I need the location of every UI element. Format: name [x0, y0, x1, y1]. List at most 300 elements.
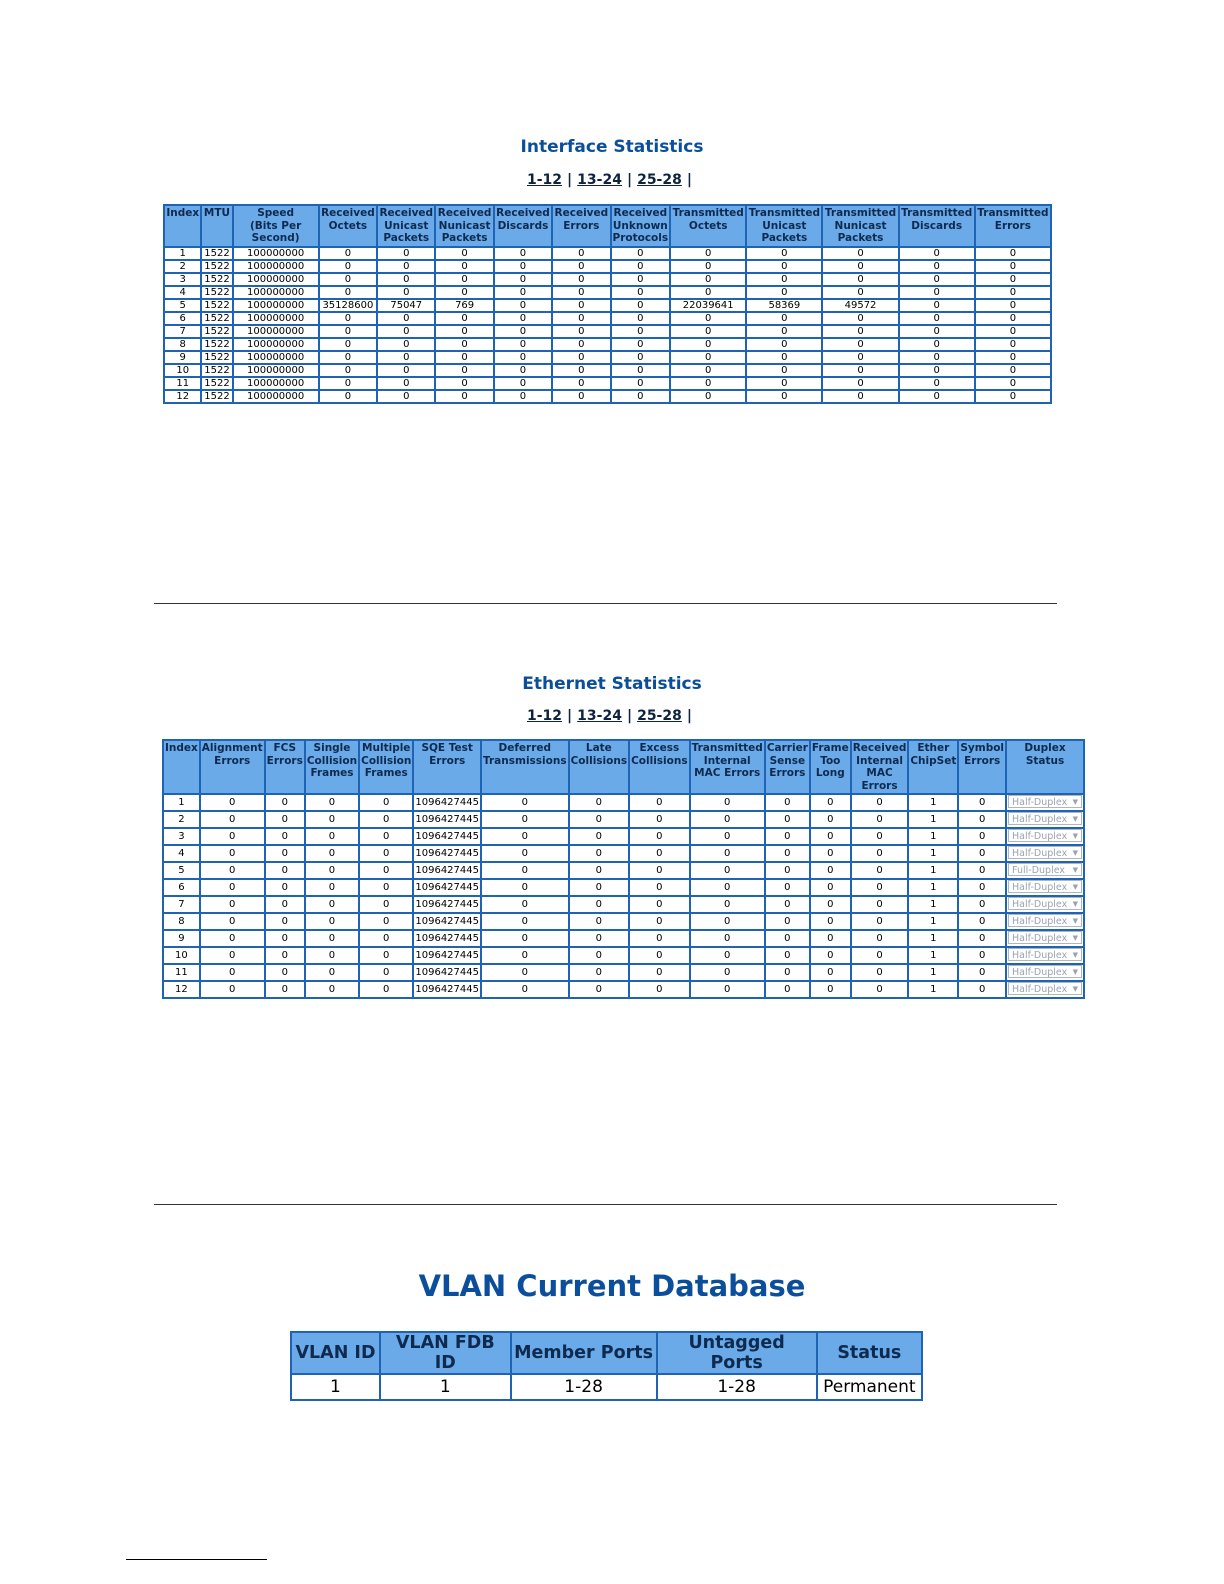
table-cell: 1 — [908, 930, 958, 947]
duplex-status-select[interactable] — [1008, 795, 1082, 808]
table-cell: 10 — [163, 947, 200, 964]
table-cell: 0 — [899, 260, 975, 273]
table-cell: 0 — [569, 964, 630, 981]
ethernet-column-header: Duplex Status — [1006, 740, 1084, 794]
table-cell: 0 — [305, 947, 359, 964]
table-cell: 2 — [163, 811, 200, 828]
interface-pager-link-1[interactable]: 1-12 — [527, 172, 563, 188]
duplex-status-select[interactable] — [1008, 948, 1082, 961]
table-cell: 1096427445 — [413, 828, 481, 845]
vlan-header-row — [291, 1332, 922, 1374]
table-cell: 0 — [319, 377, 377, 390]
interface-column-header: Speed (Bits Per Second) — [233, 205, 319, 247]
table-cell: 0 — [810, 930, 851, 947]
table-cell: 0 — [305, 811, 359, 828]
table-cell: 0 — [810, 794, 851, 811]
table-cell: 1 — [908, 879, 958, 896]
table-cell: 0 — [822, 286, 898, 299]
table-cell: 0 — [200, 879, 265, 896]
table-cell: 0 — [765, 845, 810, 862]
table-cell: 0 — [494, 364, 552, 377]
chevron-down-icon: ▼ — [1072, 934, 1079, 942]
table-cell: 0 — [481, 879, 569, 896]
table-cell: 0 — [481, 981, 569, 998]
table-cell: 1 — [164, 247, 201, 260]
table-cell: 0 — [265, 930, 305, 947]
table-cell: 0 — [765, 896, 810, 913]
interface-column-header: Received Errors — [552, 205, 610, 247]
table-cell: 0 — [746, 286, 822, 299]
table-cell: 0 — [851, 845, 909, 862]
table-cell: 1 — [908, 862, 958, 879]
table-cell: 0 — [435, 286, 493, 299]
table-cell: 0 — [435, 390, 493, 403]
duplex-status-select[interactable] — [1008, 812, 1082, 825]
table-cell: 0 — [629, 896, 690, 913]
table-cell: 0 — [851, 930, 909, 947]
ethernet-column-header: Multiple Collision Frames — [359, 740, 413, 794]
table-cell: 0 — [690, 862, 765, 879]
table-cell: 0 — [690, 896, 765, 913]
table-cell: 0 — [975, 312, 1051, 325]
table-cell: 0 — [552, 351, 610, 364]
table-cell: 1096427445 — [413, 811, 481, 828]
table-cell: 0 — [690, 811, 765, 828]
table-row — [164, 377, 1051, 390]
table-cell: 0 — [359, 896, 413, 913]
section-divider — [154, 1204, 1057, 1205]
table-cell: 75047 — [377, 299, 435, 312]
table-cell: 0 — [975, 273, 1051, 286]
interface-column-header: MTU — [201, 205, 232, 247]
table-cell: 0 — [359, 811, 413, 828]
duplex-status-select[interactable] — [1008, 880, 1082, 893]
table-cell: 0 — [265, 913, 305, 930]
table-cell: 0 — [810, 947, 851, 964]
table-cell: 0 — [611, 247, 671, 260]
table-cell: 0 — [552, 338, 610, 351]
duplex-status-value: Half-Duplex — [1012, 916, 1068, 927]
table-cell: 0 — [359, 964, 413, 981]
table-cell: 100000000 — [233, 286, 319, 299]
table-cell: 0 — [958, 828, 1006, 845]
table-cell: 0 — [200, 811, 265, 828]
table-cell: 0 — [200, 828, 265, 845]
table-cell: Permanent — [817, 1374, 922, 1400]
table-cell: 0 — [359, 879, 413, 896]
table-cell: 0 — [822, 260, 898, 273]
table-cell: 0 — [822, 273, 898, 286]
table-cell: 1096427445 — [413, 981, 481, 998]
table-cell: 1096427445 — [413, 913, 481, 930]
duplex-status-cell — [1006, 862, 1084, 879]
table-cell: 0 — [494, 273, 552, 286]
table-cell: 1096427445 — [413, 930, 481, 947]
table-cell: 0 — [305, 862, 359, 879]
table-cell: 0 — [569, 930, 630, 947]
table-cell: 9 — [164, 351, 201, 364]
table-cell: 0 — [822, 312, 898, 325]
duplex-status-cell — [1006, 794, 1084, 811]
table-cell: 5 — [163, 862, 200, 879]
table-cell: 0 — [359, 913, 413, 930]
table-cell: 0 — [494, 299, 552, 312]
table-cell: 0 — [319, 364, 377, 377]
table-cell: 0 — [494, 351, 552, 364]
table-row — [164, 325, 1051, 338]
table-cell: 769 — [435, 299, 493, 312]
table-cell: 1 — [908, 913, 958, 930]
duplex-status-value: Full-Duplex — [1012, 865, 1066, 876]
table-cell: 1 — [908, 845, 958, 862]
table-cell: 0 — [359, 794, 413, 811]
chevron-down-icon: ▼ — [1072, 951, 1079, 959]
table-cell: 0 — [569, 913, 630, 930]
interface-header-row — [164, 205, 1051, 247]
table-cell: 0 — [377, 286, 435, 299]
table-cell: 0 — [958, 930, 1006, 947]
duplex-status-select[interactable] — [1008, 863, 1082, 876]
table-cell: 0 — [435, 260, 493, 273]
table-row — [163, 828, 1084, 845]
table-cell: 1 — [908, 828, 958, 845]
table-cell: 0 — [670, 351, 746, 364]
table-cell: 0 — [552, 299, 610, 312]
table-cell: 0 — [494, 390, 552, 403]
ethernet-table-body — [163, 794, 1084, 998]
duplex-status-select[interactable] — [1008, 914, 1082, 927]
table-cell: 0 — [629, 862, 690, 879]
duplex-status-cell — [1006, 811, 1084, 828]
table-cell: 0 — [975, 338, 1051, 351]
table-cell: 0 — [958, 913, 1006, 930]
table-cell: 100000000 — [233, 377, 319, 390]
table-cell: 0 — [629, 930, 690, 947]
table-cell: 0 — [851, 811, 909, 828]
ethernet-pager-link-1[interactable]: 1-12 — [527, 708, 563, 724]
duplex-status-value: Half-Duplex — [1012, 848, 1068, 859]
table-cell: 0 — [435, 312, 493, 325]
table-row — [164, 286, 1051, 299]
table-cell: 1522 — [201, 299, 232, 312]
table-cell: 0 — [569, 862, 630, 879]
table-cell: 5 — [164, 299, 201, 312]
table-cell: 0 — [569, 896, 630, 913]
table-row — [163, 947, 1084, 964]
table-cell: 0 — [629, 794, 690, 811]
table-cell: 0 — [958, 879, 1006, 896]
table-cell: 0 — [765, 930, 810, 947]
ethernet-column-header: Deferred Transmissions — [481, 740, 569, 794]
vlan-column-header: Member Ports — [511, 1332, 657, 1374]
interface-column-header: Transmitted Unicast Packets — [746, 205, 822, 247]
table-cell: 100000000 — [233, 312, 319, 325]
table-cell: 0 — [670, 377, 746, 390]
table-cell: 1 — [908, 947, 958, 964]
table-cell: 0 — [200, 981, 265, 998]
vlan-column-header: Status — [817, 1332, 922, 1374]
table-cell: 0 — [822, 377, 898, 390]
table-cell: 0 — [746, 273, 822, 286]
table-cell: 12 — [164, 390, 201, 403]
table-cell: 100000000 — [233, 364, 319, 377]
table-cell: 0 — [899, 273, 975, 286]
table-cell: 0 — [975, 325, 1051, 338]
chevron-down-icon: ▼ — [1072, 917, 1079, 925]
interface-pager-link-2[interactable]: 13-24 — [577, 172, 622, 188]
table-row — [164, 364, 1051, 377]
table-cell: 1522 — [201, 325, 232, 338]
table-cell: 11 — [164, 377, 201, 390]
table-cell: 9 — [163, 930, 200, 947]
duplex-status-select[interactable] — [1008, 829, 1082, 842]
vlan-database-table — [290, 1331, 923, 1401]
table-cell: 0 — [899, 286, 975, 299]
table-cell: 0 — [200, 947, 265, 964]
table-cell: 0 — [305, 828, 359, 845]
table-cell: 0 — [975, 390, 1051, 403]
table-cell: 0 — [319, 273, 377, 286]
table-cell: 1522 — [201, 273, 232, 286]
table-cell: 0 — [319, 325, 377, 338]
table-cell: 1522 — [201, 351, 232, 364]
table-cell: 0 — [435, 351, 493, 364]
table-cell: 0 — [746, 325, 822, 338]
table-cell: 0 — [435, 338, 493, 351]
table-cell: 0 — [822, 390, 898, 403]
table-cell: 0 — [670, 338, 746, 351]
duplex-status-select[interactable] — [1008, 982, 1082, 995]
interface-pager-link-3[interactable]: 25-28 — [637, 172, 682, 188]
table-cell: 0 — [377, 260, 435, 273]
table-cell: 0 — [690, 947, 765, 964]
table-cell: 0 — [611, 299, 671, 312]
table-row — [163, 862, 1084, 879]
table-cell: 0 — [494, 338, 552, 351]
table-cell: 0 — [265, 981, 305, 998]
ethernet-column-header: Late Collisions — [569, 740, 630, 794]
table-cell: 0 — [481, 896, 569, 913]
table-cell: 0 — [200, 930, 265, 947]
table-cell: 12 — [163, 981, 200, 998]
vlan-column-header: VLAN ID — [291, 1332, 380, 1374]
table-cell: 0 — [377, 364, 435, 377]
table-cell: 0 — [569, 981, 630, 998]
table-cell: 0 — [975, 247, 1051, 260]
table-cell: 0 — [552, 390, 610, 403]
ethernet-pager-link-3[interactable]: 25-28 — [637, 708, 682, 724]
table-cell: 0 — [265, 828, 305, 845]
table-cell: 0 — [851, 981, 909, 998]
table-cell: 0 — [319, 286, 377, 299]
table-cell: 0 — [670, 286, 746, 299]
table-cell: 0 — [569, 845, 630, 862]
duplex-status-select[interactable] — [1008, 965, 1082, 978]
table-cell: 0 — [305, 964, 359, 981]
table-cell: 7 — [163, 896, 200, 913]
table-cell: 0 — [746, 338, 822, 351]
table-cell: 0 — [359, 947, 413, 964]
table-cell: 1 — [380, 1374, 511, 1400]
table-cell: 0 — [810, 964, 851, 981]
interface-column-header: Index — [164, 205, 201, 247]
table-cell: 4 — [164, 286, 201, 299]
table-cell: 0 — [690, 981, 765, 998]
table-cell: 1 — [908, 896, 958, 913]
chevron-down-icon: ▼ — [1072, 815, 1079, 823]
interface-column-header: Received Discards — [494, 205, 552, 247]
table-cell: 0 — [899, 338, 975, 351]
table-cell: 0 — [435, 325, 493, 338]
table-cell: 0 — [319, 312, 377, 325]
table-row — [164, 273, 1051, 286]
table-cell: 22039641 — [670, 299, 746, 312]
vlan-table-body — [291, 1374, 922, 1400]
interface-statistics-title: Interface Statistics — [520, 137, 704, 157]
table-cell: 0 — [851, 828, 909, 845]
table-cell: 0 — [822, 338, 898, 351]
chevron-down-icon: ▼ — [1072, 883, 1079, 891]
table-cell: 0 — [552, 260, 610, 273]
table-cell: 0 — [670, 247, 746, 260]
table-cell: 0 — [765, 794, 810, 811]
table-cell: 0 — [552, 377, 610, 390]
interface-statistics-table — [163, 204, 1052, 404]
table-cell: 0 — [958, 964, 1006, 981]
table-cell: 0 — [670, 364, 746, 377]
table-cell: 0 — [975, 260, 1051, 273]
table-cell: 0 — [899, 377, 975, 390]
duplex-status-cell — [1006, 845, 1084, 862]
table-cell: 1522 — [201, 390, 232, 403]
table-row — [164, 338, 1051, 351]
table-cell: 0 — [305, 845, 359, 862]
table-cell: 0 — [200, 794, 265, 811]
table-cell: 0 — [958, 896, 1006, 913]
table-cell: 0 — [629, 879, 690, 896]
table-cell: 0 — [611, 377, 671, 390]
duplex-status-value: Half-Duplex — [1012, 797, 1068, 808]
table-cell: 0 — [958, 981, 1006, 998]
table-cell: 0 — [810, 896, 851, 913]
table-cell: 100000000 — [233, 273, 319, 286]
chevron-down-icon: ▼ — [1072, 985, 1079, 993]
table-cell: 0 — [899, 247, 975, 260]
chevron-down-icon: ▼ — [1072, 968, 1079, 976]
table-cell: 0 — [690, 913, 765, 930]
table-cell: 1 — [908, 981, 958, 998]
table-cell: 1 — [163, 794, 200, 811]
section-divider — [154, 603, 1057, 604]
table-row — [163, 981, 1084, 998]
table-row — [163, 964, 1084, 981]
table-row — [163, 811, 1084, 828]
duplex-status-value: Half-Duplex — [1012, 899, 1068, 910]
table-cell: 1522 — [201, 247, 232, 260]
table-cell: 0 — [899, 351, 975, 364]
table-cell: 0 — [851, 896, 909, 913]
duplex-status-cell — [1006, 947, 1084, 964]
table-cell: 0 — [359, 930, 413, 947]
table-cell: 1 — [291, 1374, 380, 1400]
table-cell: 1522 — [201, 286, 232, 299]
table-cell: 100000000 — [233, 325, 319, 338]
table-cell: 0 — [200, 862, 265, 879]
table-cell: 1522 — [201, 338, 232, 351]
interface-column-header: Received Nunicast Packets — [435, 205, 493, 247]
table-cell: 8 — [163, 913, 200, 930]
ethernet-column-header: Alignment Errors — [200, 740, 265, 794]
table-cell: 0 — [670, 312, 746, 325]
table-cell: 0 — [629, 947, 690, 964]
ethernet-column-header: Single Collision Frames — [305, 740, 359, 794]
table-cell: 0 — [629, 828, 690, 845]
ethernet-column-header: FCS Errors — [265, 740, 305, 794]
table-cell: 0 — [611, 273, 671, 286]
table-cell: 0 — [629, 964, 690, 981]
table-cell: 100000000 — [233, 260, 319, 273]
table-cell: 100000000 — [233, 390, 319, 403]
duplex-status-value: Half-Duplex — [1012, 814, 1068, 825]
table-cell: 0 — [629, 913, 690, 930]
table-cell: 0 — [851, 862, 909, 879]
table-cell: 0 — [810, 913, 851, 930]
duplex-status-select[interactable] — [1008, 846, 1082, 859]
table-cell: 0 — [958, 947, 1006, 964]
table-cell: 0 — [765, 879, 810, 896]
table-cell: 0 — [305, 896, 359, 913]
table-cell: 0 — [899, 299, 975, 312]
table-cell: 0 — [305, 879, 359, 896]
table-cell: 0 — [377, 351, 435, 364]
table-cell: 58369 — [746, 299, 822, 312]
duplex-status-select[interactable] — [1008, 931, 1082, 944]
table-cell: 0 — [899, 325, 975, 338]
table-cell: 0 — [765, 947, 810, 964]
ethernet-column-header: Carrier Sense Errors — [765, 740, 810, 794]
table-cell: 0 — [494, 312, 552, 325]
table-cell: 0 — [810, 845, 851, 862]
ethernet-column-header: Ether ChipSet — [908, 740, 958, 794]
ethernet-column-header: Excess Collisions — [629, 740, 690, 794]
table-cell: 0 — [975, 364, 1051, 377]
chevron-down-icon: ▼ — [1072, 832, 1079, 840]
table-cell: 0 — [822, 325, 898, 338]
table-cell: 0 — [377, 325, 435, 338]
ethernet-pager-link-2[interactable]: 13-24 — [577, 708, 622, 724]
table-cell: 0 — [746, 351, 822, 364]
table-cell: 0 — [481, 913, 569, 930]
table-cell: 0 — [611, 338, 671, 351]
table-cell: 0 — [810, 981, 851, 998]
chevron-down-icon: ▼ — [1072, 900, 1079, 908]
table-cell: 0 — [305, 913, 359, 930]
table-cell: 0 — [746, 260, 822, 273]
duplex-status-value: Half-Duplex — [1012, 967, 1068, 978]
table-cell: 0 — [958, 862, 1006, 879]
duplex-status-value: Half-Duplex — [1012, 831, 1068, 842]
table-cell: 0 — [377, 377, 435, 390]
table-cell: 0 — [670, 325, 746, 338]
table-cell: 8 — [164, 338, 201, 351]
table-cell: 0 — [435, 377, 493, 390]
table-cell: 0 — [319, 247, 377, 260]
table-cell: 0 — [765, 811, 810, 828]
table-cell: 0 — [765, 913, 810, 930]
table-cell: 6 — [164, 312, 201, 325]
duplex-status-select[interactable] — [1008, 897, 1082, 910]
table-row — [163, 930, 1084, 947]
